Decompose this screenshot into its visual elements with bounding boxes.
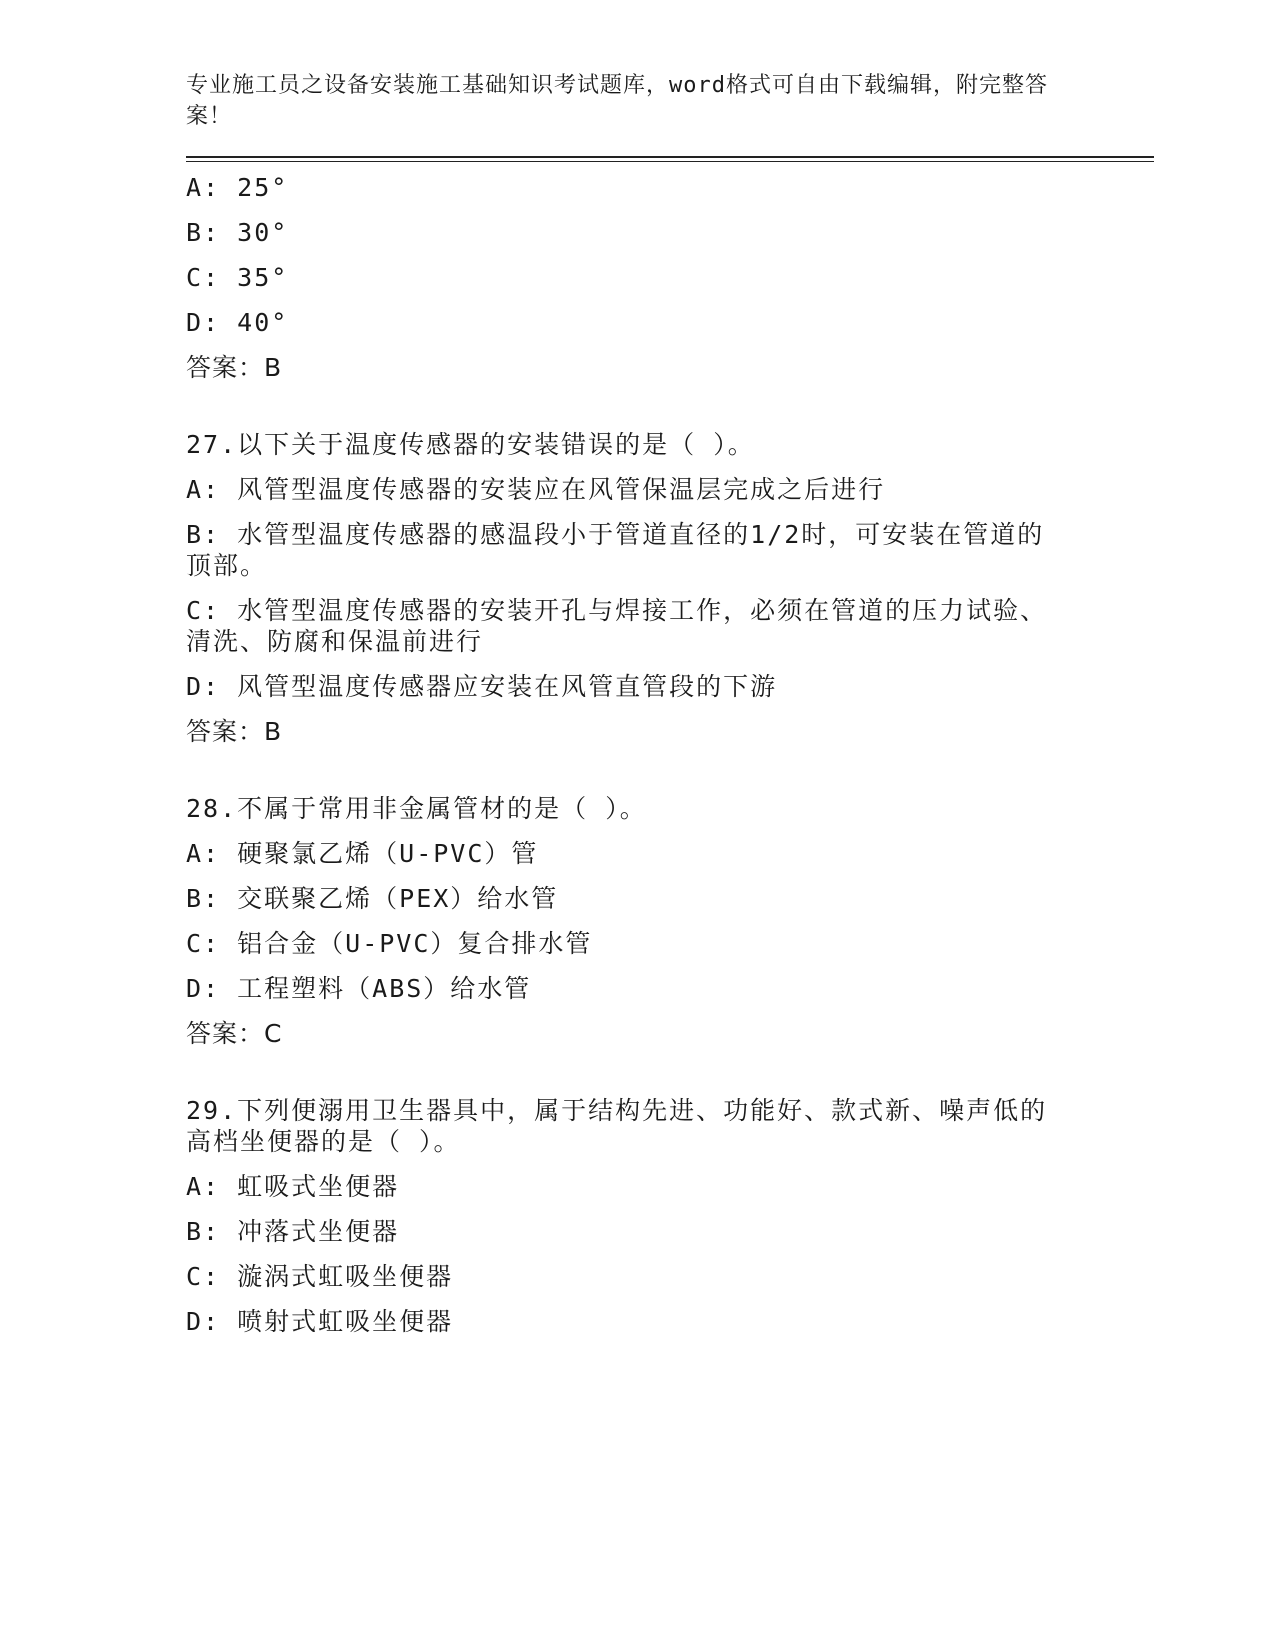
option-a: A: 硬聚氯乙烯（U-PVC）管: [186, 839, 539, 868]
option-d: D: 40°: [186, 308, 289, 337]
answer: 答案：B: [186, 353, 283, 382]
document-page: [186, 70, 1156, 1351]
answer: 答案：C: [186, 1019, 283, 1048]
option-c: C: 35°: [186, 263, 289, 292]
option-a: A: 风管型温度传感器的安装应在风管保温层完成之后进行: [186, 475, 886, 504]
option-d: D: 喷射式虹吸坐便器: [186, 1307, 454, 1336]
option-a: A: 25°: [186, 173, 289, 202]
header-divider: [186, 156, 1154, 162]
option-c: C: 铝合金（U-PVC）复合排水管: [186, 929, 593, 958]
option-b: B: 水管型温度传感器的感温段小于管道直径的1/2时，可安装在管道的顶部。: [186, 520, 1045, 580]
option-c: C: 水管型温度传感器的安装开孔与焊接工作，必须在管道的压力试验、清洗、防腐和保温前进行: [186, 596, 1048, 656]
question-27: [186, 429, 1156, 747]
question-text: 28.不属于常用非金属管材的是（ ）。: [186, 794, 647, 823]
question-28: [186, 793, 1156, 1049]
option-b: B: 交联聚乙烯（PEX）给水管: [186, 884, 559, 913]
option-a: A: 虹吸式坐便器: [186, 1172, 400, 1201]
option-b: B: 冲落式坐便器: [186, 1217, 400, 1246]
option-c: C: 漩涡式虹吸坐便器: [186, 1262, 454, 1291]
option-d: D: 工程塑料（ABS）给水管: [186, 974, 532, 1003]
question-26-partial: [186, 172, 1156, 383]
option-b: B: 30°: [186, 218, 289, 247]
question-text: 27.以下关于温度传感器的安装错误的是（ ）。: [186, 430, 755, 459]
question-text: 29.下列便溺用卫生器具中，属于结构先进、功能好、款式新、噪声低的高档坐便器的是（ ）。: [186, 1096, 1048, 1156]
option-d: D: 风管型温度传感器应安装在风管直管段的下游: [186, 672, 778, 701]
answer: 答案：B: [186, 717, 283, 746]
document-header: 专业施工员之设备安装施工基础知识考试题库，word格式可自由下载编辑，附完整答案！: [186, 73, 1048, 129]
question-29: [186, 1095, 1156, 1337]
